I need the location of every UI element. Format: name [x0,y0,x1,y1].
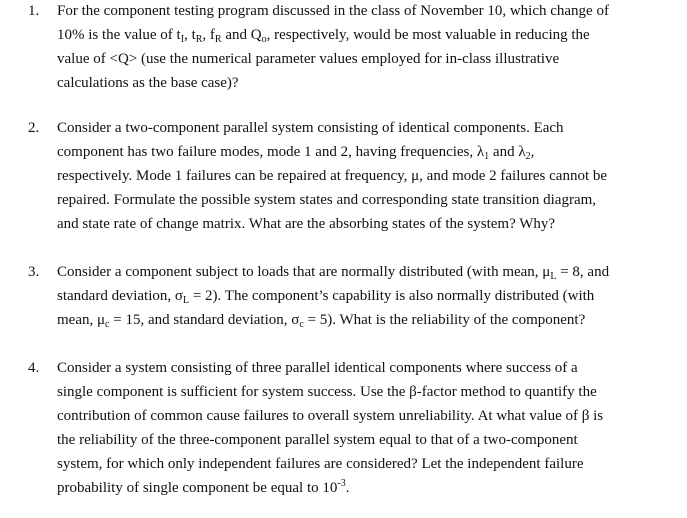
superscript: -3 [337,478,346,489]
text-run: = 5). What is the reliability of the component? [303,312,586,328]
problem-text-line [57,284,594,308]
problem-number: 4. [28,360,40,376]
text-run: contribution of common cause failures to overall system unreliability. At what value of β is [57,408,604,424]
problem-text-line [57,116,564,140]
problem-text-line [57,308,585,332]
text-run: value of <Q> (use the numerical parameter values employed for in-class illustrative [57,51,560,67]
text-run: respectively. Mode 1 failures can be repaired at frequency, μ, and mode 2 failures cannot be [57,168,608,184]
text-run: system, for which only independent failures are considered? Let the independent failure [57,456,584,472]
problem-text-line [57,380,597,404]
problem-text-line [57,71,239,95]
text-run: standard deviation, σ [57,288,183,304]
problem-number: 2. [28,120,40,136]
subscript: 2 [525,151,531,162]
text-run: , t [184,27,196,43]
problem-text-line [57,404,603,428]
subscript: R [214,34,222,45]
problem-text-line [57,428,578,452]
subscript: L [550,271,557,282]
text-run: mean, μ [57,312,106,328]
text-run: single component is sufficient for system success. Use the β-factor method to quantify the [57,384,597,400]
text-run: the reliability of the three-component parallel system equal to that of a two-component [57,432,578,448]
problem-text-line [57,140,534,164]
problem-text-line [57,47,559,71]
text-run: Consider a two-component parallel system consisting of identical components. Each [57,120,564,136]
subscript: c [299,319,304,330]
problem-text-line [57,0,609,23]
text-run: and λ [489,144,526,160]
text-run: = 15, and standard deviation, σ [109,312,300,328]
subscript: L [182,295,190,306]
text-run: , [530,144,535,160]
text-run: , respectively, would be most valuable in reducing the [266,27,590,43]
subscript: 1 [484,151,490,162]
text-run: and Q [221,27,262,43]
text-run: = 8, and [556,264,610,280]
text-run: , f [202,27,215,43]
problem-number: 3. [28,264,40,280]
problem-number: 1. [28,3,40,19]
subscript: I [180,34,185,45]
text-run: and state rate of change matrix. What are the absorbing states of the system? Why? [57,216,556,232]
text-run: calculations as the base case)? [57,75,239,91]
problem-text-line [57,188,596,212]
problem-text-line [57,356,578,380]
problem-text-line [57,452,583,476]
subscript: c [105,319,110,330]
text-run: component has two failure modes, mode 1 and 2, having frequencies, λ [57,144,485,160]
text-run: . [345,480,350,496]
text-run: For the component testing program discussed in the class of November 10, which change of [57,3,609,19]
text-run: 10% is the value of t [57,27,181,43]
text-run: Consider a system consisting of three parallel identical components where success of a [57,360,578,376]
problem-text-line [57,164,607,188]
problem-text-line [57,260,609,284]
problem-text-line [57,23,590,47]
text-run: probability of single component be equal to 10 [57,480,338,496]
subscript: o [261,34,267,45]
text-run: repaired. Formulate the possible system states and corresponding state transition diagram, [57,192,597,208]
problem-text-line [57,476,349,500]
text-run: = 2). The component’s capability is also normally distributed (with [189,288,595,304]
problem-text-line [57,212,555,236]
subscript: R [195,34,203,45]
text-run: Consider a component subject to loads that are normally distributed (with mean, μ [57,264,551,280]
